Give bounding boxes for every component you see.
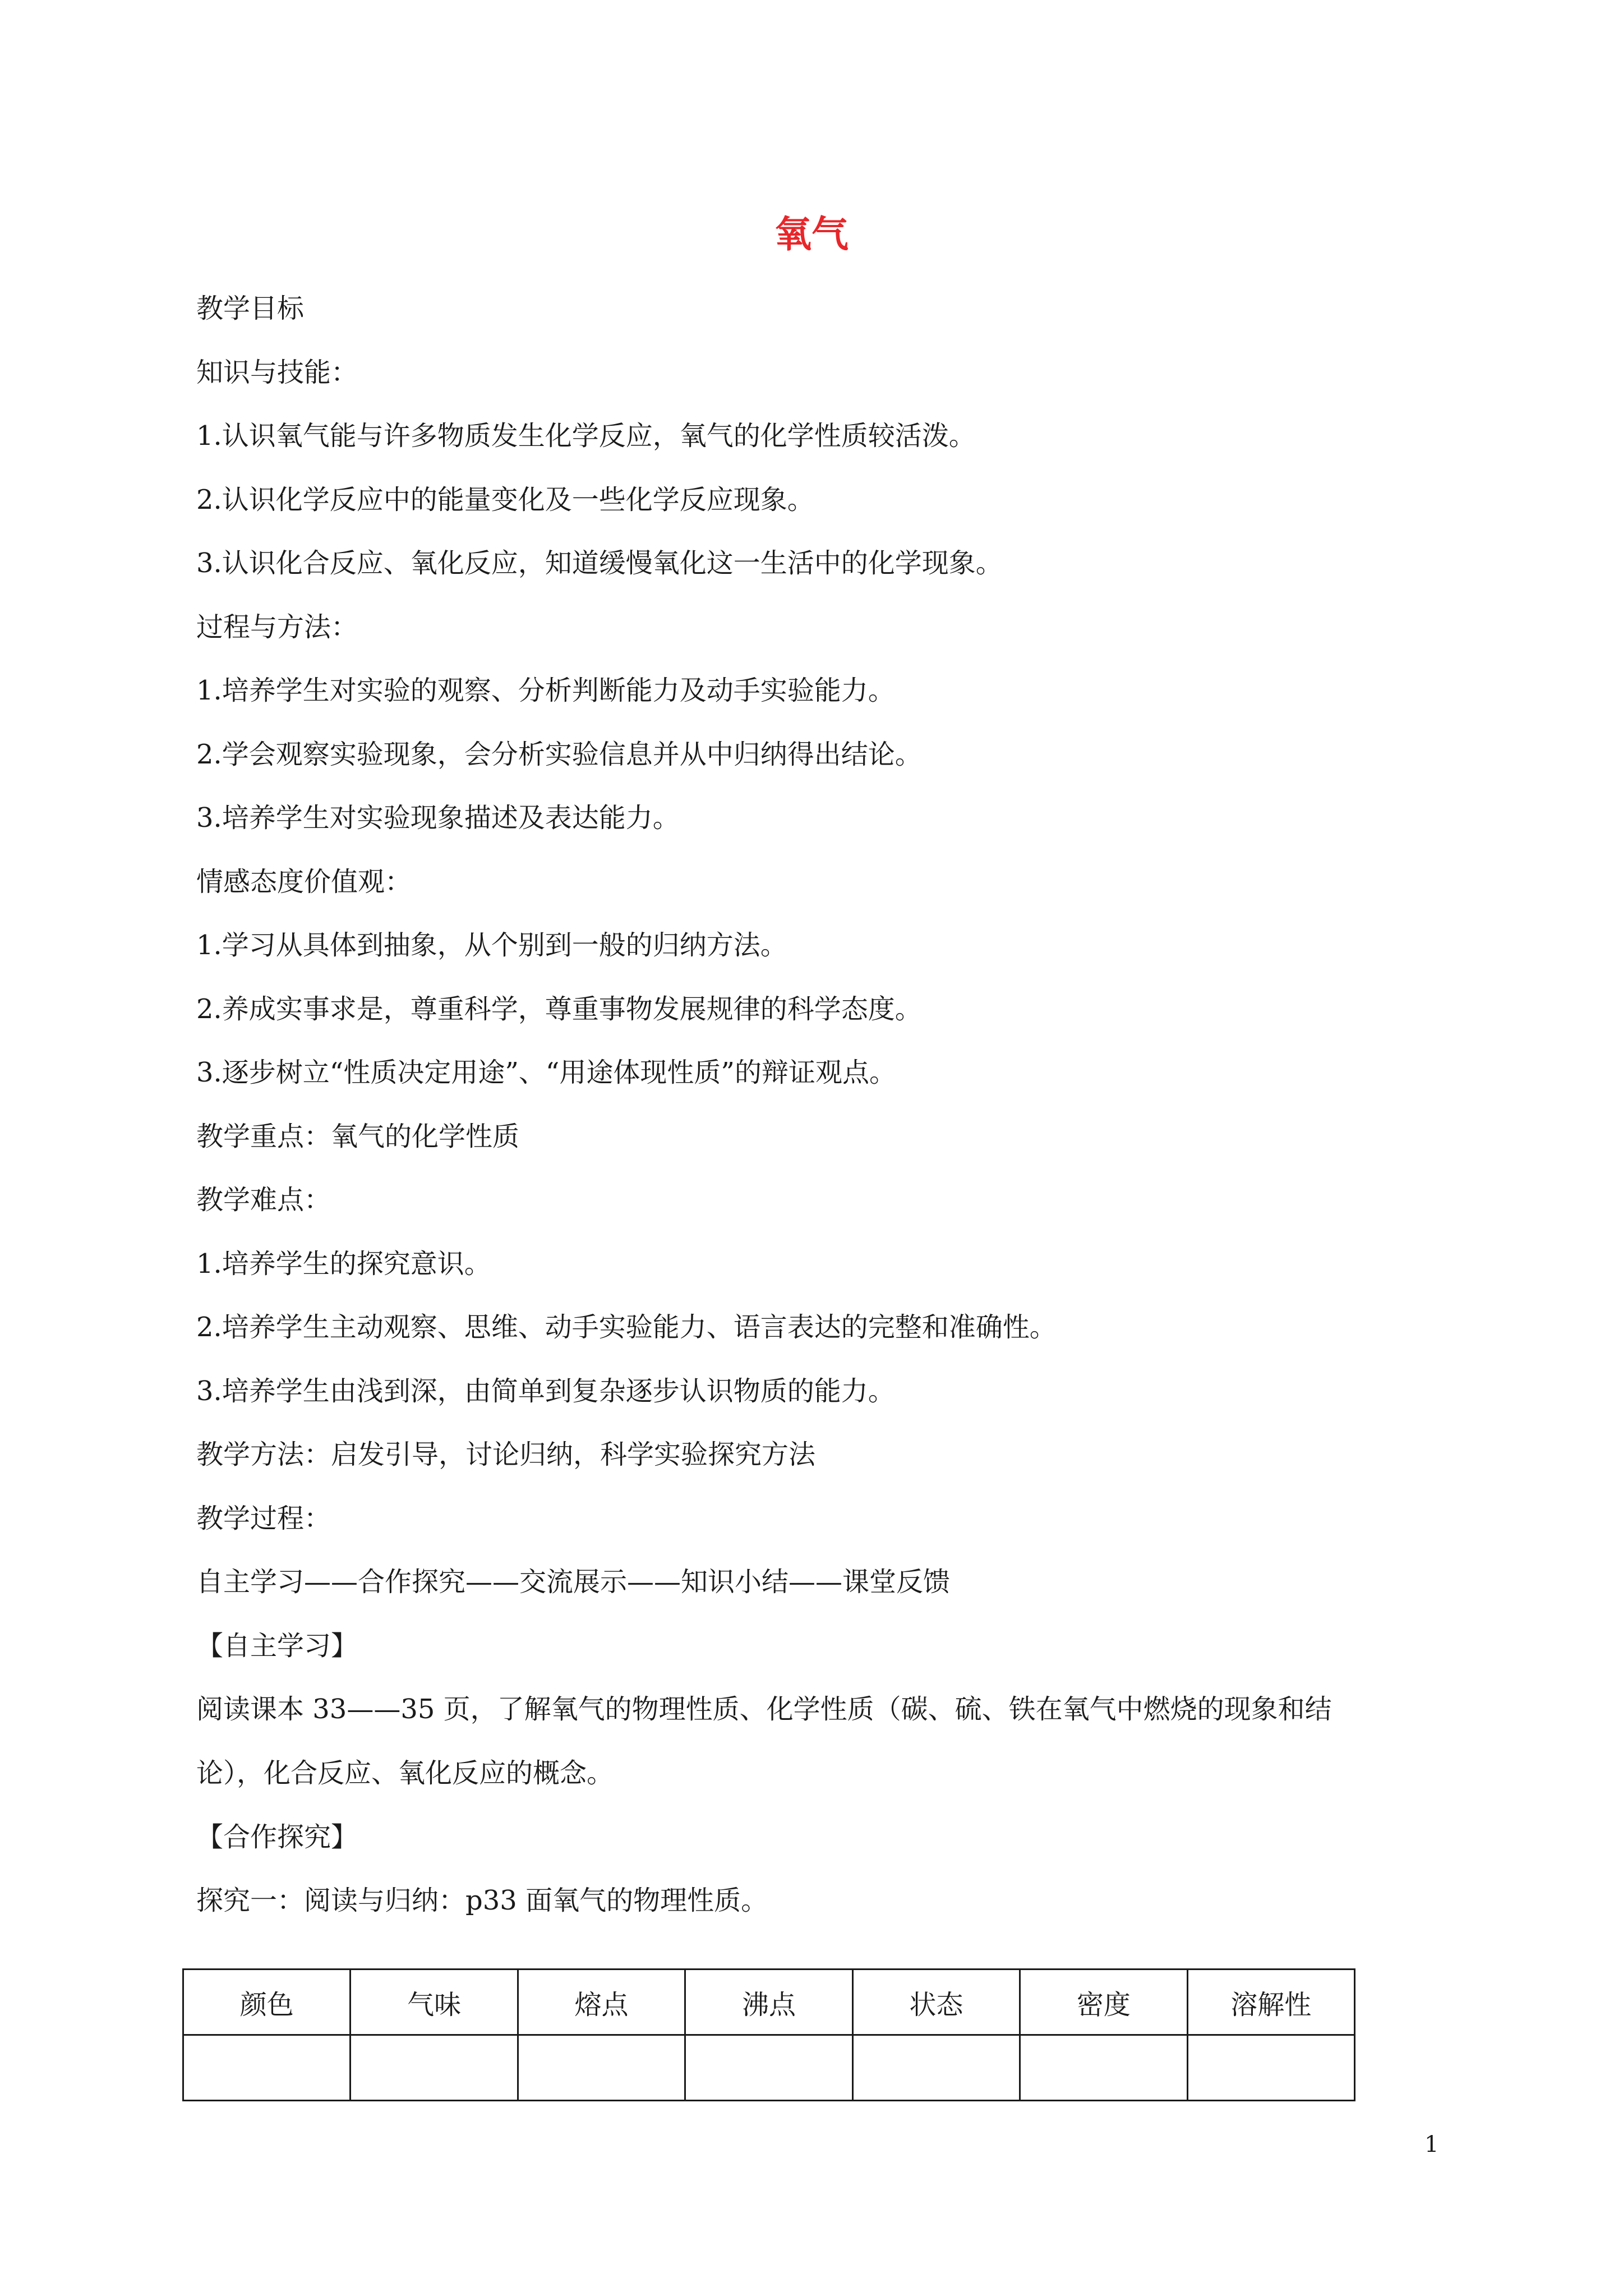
goal-item: 3.培养学生对实验现象描述及表达能力。 xyxy=(196,802,680,834)
section-heading-teaching-goals: 教学目标 xyxy=(196,293,305,324)
table-cell xyxy=(852,2035,1020,2101)
table-header-cell: 溶解性 xyxy=(1187,1970,1354,2035)
reading-assignment-row2: 论），化合反应、氧化反应的概念。 xyxy=(196,1757,614,1789)
table-cell xyxy=(1020,2035,1187,2101)
page-number: 1 xyxy=(1424,2132,1439,2157)
table-cell xyxy=(685,2035,852,2101)
difficulty-item: 1.培养学生的探究意识。 xyxy=(196,1248,491,1280)
goal-item: 1.培养学生对实验的观察、分析判断能力及动手实验能力。 xyxy=(196,675,895,706)
section-heading-cooperative-inquiry: 【合作探究】 xyxy=(196,1821,358,1853)
key-point: 教学重点：氧气的化学性质 xyxy=(196,1120,520,1152)
table-header-cell: 颜色 xyxy=(183,1970,351,2035)
difficulty-item: 3.培养学生由浅到深，由简单到复杂逐步认识物质的能力。 xyxy=(196,1375,895,1407)
subheading-difficulties: 教学难点： xyxy=(196,1184,331,1216)
table-cell xyxy=(1187,2035,1354,2101)
subheading-process-method: 过程与方法： xyxy=(196,611,358,643)
goal-item: 3.认识化合反应、氧化反应，知道缓慢氧化这一生活中的化学现象。 xyxy=(196,547,1003,579)
table-cell xyxy=(351,2035,518,2101)
subheading-attitude-values: 情感态度价值观： xyxy=(196,866,412,898)
teaching-method: 教学方法：启发引导，讨论归纳，科学实验探究方法 xyxy=(196,1439,816,1470)
reading-assignment-row1: 阅读课本 33——35 页，了解氧气的物理性质、化学性质（碳、硫、铁在氧气中燃烧的现象和结 xyxy=(196,1694,1332,1725)
table-header-cell: 状态 xyxy=(852,1970,1020,2035)
table-row xyxy=(183,2035,1355,2101)
table-header-cell: 熔点 xyxy=(518,1970,685,2035)
goal-item: 1.认识氧气能与许多物质发生化学反应，氧气的化学性质较活泼。 xyxy=(196,420,976,452)
difficulty-item: 2.培养学生主动观察、思维、动手实验能力、语言表达的完整和准确性。 xyxy=(196,1312,1057,1343)
oxygen-physical-properties-table xyxy=(182,1968,1355,2101)
goal-item: 2.养成实事求是，尊重科学，尊重事物发展规律的科学态度。 xyxy=(196,993,922,1025)
inquiry-one: 探究一：阅读与归纳：p33 面氧气的物理性质。 xyxy=(196,1885,768,1916)
table-cell xyxy=(183,2035,351,2101)
subheading-knowledge-skills: 知识与技能： xyxy=(196,356,358,388)
goal-item: 1.学习从具体到抽象，从个别到一般的归纳方法。 xyxy=(196,930,787,961)
table-header-row xyxy=(183,1970,1355,2035)
document-title: 氧气 xyxy=(774,212,849,256)
table-cell xyxy=(518,2035,685,2101)
document-body xyxy=(196,292,1458,1948)
reading-assignment xyxy=(196,1692,1458,1790)
goal-item: 2.学会观察实验现象，会分析实验信息并从中归纳得出结论。 xyxy=(196,738,922,770)
goal-item: 2.认识化学反应中的能量变化及一些化学反应现象。 xyxy=(196,484,814,516)
process-flow: 自主学习——合作探究——交流展示——知识小结——课堂反馈 xyxy=(196,1566,951,1598)
section-heading-self-study: 【自主学习】 xyxy=(196,1630,358,1662)
table-header-cell: 密度 xyxy=(1020,1970,1187,2035)
subheading-teaching-process: 教学过程： xyxy=(196,1502,331,1534)
table-header-cell: 气味 xyxy=(351,1970,518,2035)
table-header-cell: 沸点 xyxy=(685,1970,852,2035)
goal-item: 3.逐步树立“性质决定用途”、“用途体现性质”的辩证观点。 xyxy=(196,1057,896,1088)
